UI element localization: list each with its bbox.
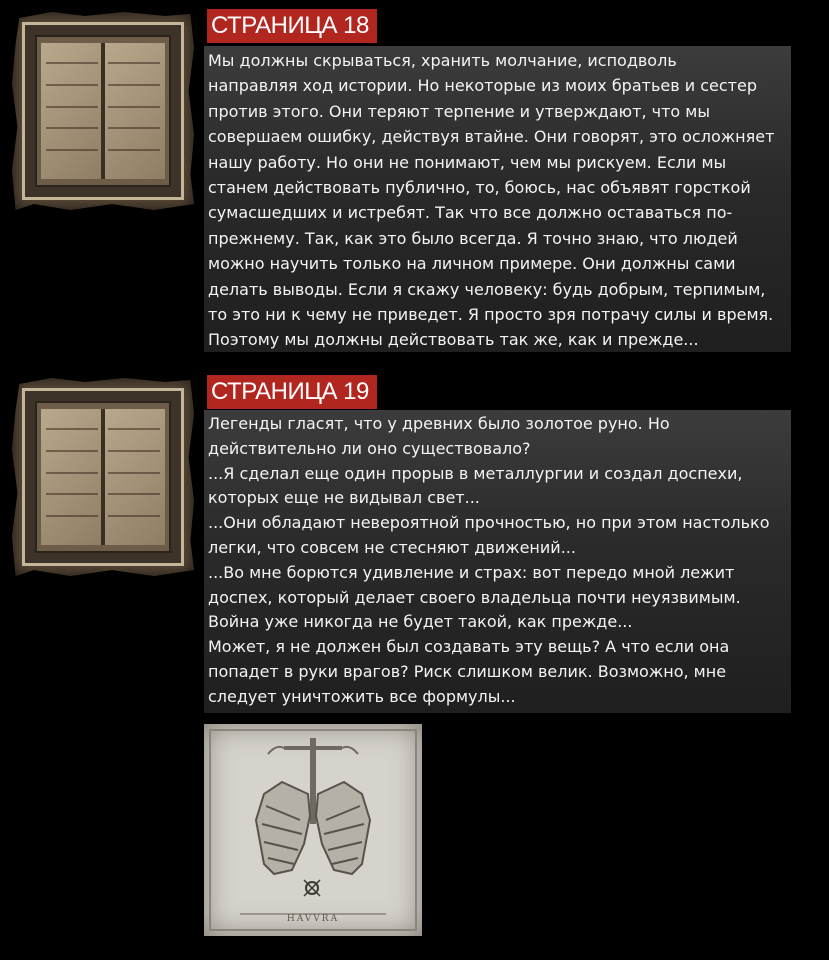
text-line: ...Во мне борются удивление и страх: вот передо мной лежит: [208, 562, 735, 582]
text-line: можно научить только на личном примере. Они должны сами: [208, 254, 736, 274]
page-title: СТРАНИЦА 18: [207, 9, 377, 43]
text-line: ...Я сделал еще один прорыв в металлургии и создал доспехи,: [208, 463, 743, 483]
text-line: следует уничтожить все формулы...: [208, 686, 516, 706]
text-line: действительно ли оно существовало?: [208, 438, 531, 458]
text-line: легки, что совсем не стесняют движений...: [208, 537, 576, 557]
page-title: СТРАНИЦА 19: [207, 375, 377, 409]
text-line: прежнему. Так, как это было всегда. Я точно знаю, что людей: [208, 228, 738, 248]
text-line: направляя ход истории. Но некоторые из моих братьев и сестер: [208, 76, 757, 96]
armor-drawing: [204, 724, 422, 936]
text-line: против этого. Они теряют терпение и утверждают, что мы: [208, 101, 710, 121]
page-text: [204, 46, 791, 352]
text-line: совершаем ошибку, действуя втайне. Они говорят, это осложняет: [208, 127, 775, 147]
text-line: то это ни к чему не приведет. Я просто зря потрачу силы и время.: [208, 305, 774, 325]
text-line: Поэтому мы должны действовать так же, как и прежде...: [208, 330, 699, 350]
text-line: станем действовать публично, то, боюсь, нас объявят горсткой: [208, 178, 751, 198]
text-line: Может, я не должен был создавать эту вещь? А что если она: [208, 637, 730, 657]
text-line: Мы должны скрываться, хранить молчание, исподволь: [208, 51, 677, 70]
text-line: попадет в руки врагов? Риск слишком велик. Возможно, мне: [208, 661, 727, 681]
text-line: Война уже никогда не будет такой, как прежде...: [208, 612, 633, 632]
page-text: [204, 410, 791, 713]
text-line: нашу работу. Но они не понимают, чем мы рискуем. Если мы: [208, 152, 727, 172]
text-line: которых еще не видывал свет...: [208, 488, 480, 508]
codex-book-icon[interactable]: [12, 12, 194, 210]
codex-book-icon[interactable]: [12, 378, 194, 576]
codex-page-19: [0, 370, 829, 720]
armor-sketch-image: [204, 724, 422, 936]
text-line: ...Они обладают невероятной прочностью, но при этом настолько: [208, 513, 770, 533]
text-line: делать выводы. Если я скажу человеку: будь добрым, терпимым,: [208, 279, 766, 299]
codex-page-18: [0, 0, 829, 360]
text-line: Легенды гласят, что у древних было золотое руно. Но: [208, 414, 670, 433]
text-line: доспех, который делает своего владельца почти неуязвимым.: [208, 587, 741, 607]
text-line: сумасшедших и истребят. Так что все должно оставаться по-: [208, 203, 733, 223]
armor-sketch-caption: HAVVRA: [286, 914, 340, 924]
